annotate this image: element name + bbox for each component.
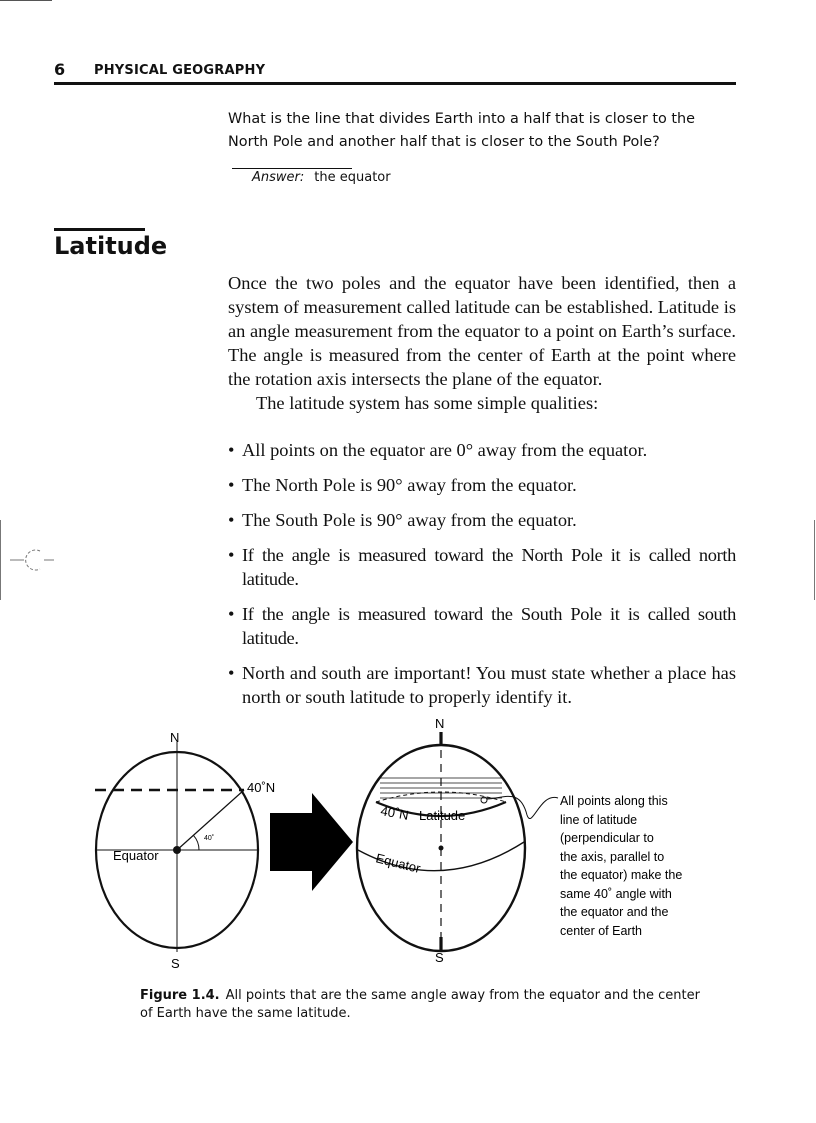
earth-center-point [173,846,181,854]
note-line: (perpendicular to [560,831,654,845]
crop-mark-right [814,520,815,600]
bullet-item: • North and south are important! You must state whether a place has north or south latitude to properly identify it. [228,661,736,709]
section-rule [54,228,145,231]
answer-text: the equator [314,170,391,185]
answer-label: Answer: [252,170,305,185]
angle-arc [193,835,199,850]
running-head: PHYSICAL GEOGRAPHY [94,63,266,78]
figure-caption [140,987,700,1023]
north-label: N [170,730,180,745]
angle-label: 40˚ [204,835,215,842]
globe-center-point [439,846,444,851]
page-number: 6 [54,60,66,79]
header-rule [54,82,736,85]
note-line: center of Earth [560,924,642,938]
north-label: N [435,716,445,731]
earth-cross-section [95,730,275,971]
bullet-item: • The North Pole is 90° away from the equator. [228,473,736,497]
review-question [228,108,736,177]
south-label: S [171,956,180,971]
bullet-item: • The South Pole is 90° away from the equator. [228,508,736,532]
equator-label: Equator [113,848,159,863]
latitude-label: 40˚N [247,780,276,795]
registration-mark [10,548,56,574]
note-line: same 40˚ angle with [560,887,672,901]
caption-text: All points that are the same angle away from the equator and the center of Earth have the same latitude. [140,988,700,1021]
latitude-figure [0,690,816,980]
body-paragraph-intro: The latitude system has some simple qualities: [256,393,599,413]
bullet-item: • If the angle is measured toward the South Pole it is called south latitude. [228,602,736,650]
bullet-item: • If the angle is measured toward the North Pole it is called north latitude. [228,543,736,591]
equator-label: Equator [374,850,423,876]
note-line: line of latitude [560,813,638,827]
earth-globe [357,716,682,965]
latitude-word-label: Latitude [419,808,466,823]
section-heading: Latitude [54,232,168,260]
body-paragraph: Once the two poles and the equator have been identified, then a system of measurement called latitude can be established. Latitude is an angle measurement from the equator to a point on Earth’s surface. The angle is measured from the center of Earth at the point where the rotation axis intersects the plane of the equator. [228,273,736,389]
bullet-item: • All points on the equator are 0° away from the equator. [228,438,736,462]
caption-label: Figure 1.4. [140,988,220,1003]
note-line: the axis, parallel to [560,850,665,864]
note-line: the equator and the [560,905,669,919]
crop-mark [0,0,52,1]
note-line: All points along this [560,794,668,808]
leader-line [487,796,558,818]
bullet-list [228,438,736,720]
arrow-icon [270,793,353,891]
question-text: What is the line that divides Earth into a half that is closer to the North Pole and another half that is closer to the South Pole? [228,111,696,150]
answer-blank [232,156,352,169]
latitude-degree-label: 40˚N [379,803,410,823]
answer [252,170,391,185]
figure-note [560,794,682,938]
note-line: the equator) make the [560,868,683,882]
south-label: S [435,950,444,965]
crop-mark-left [0,520,1,600]
